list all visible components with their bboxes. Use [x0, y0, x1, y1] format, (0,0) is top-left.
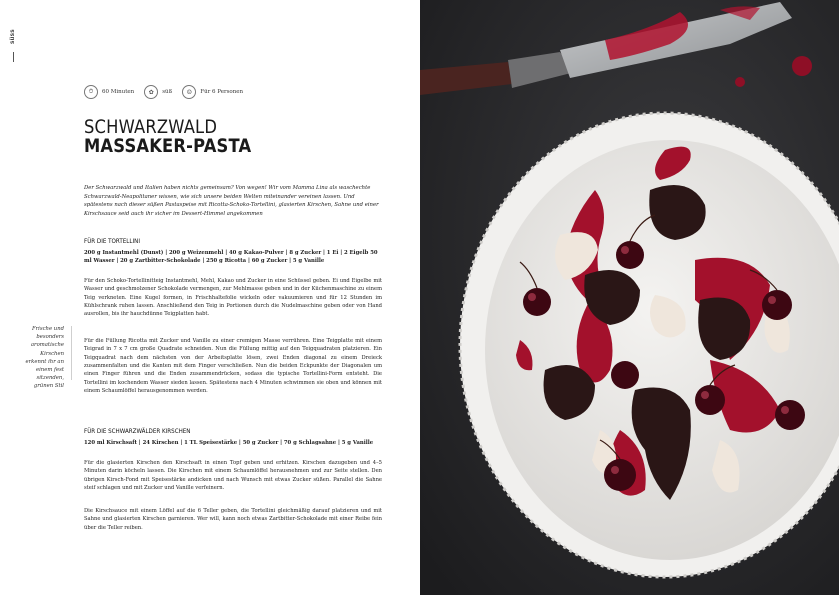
kirschen-step-2: Die Kirschsauce mit einem Löffel auf die 6 Teller geben, die Tortellini gleichmäßig darauf platzieren und mit Sahne und glasierten Kirschen garnieren. Wer will, kann noch etwas Zartbitter-Schokolade mit einer Reibe fein über die Teller reiben. [84, 508, 382, 531]
meta-duration [84, 85, 134, 99]
tortellini-step-2: Für die Füllung Ricotta mit Zucker und Vanille zu einer cremigen Masse verrühren. Eine Teigplatte mit einem Teigrad in 7 x 7 cm große Quadrate schneiden. Nun die Füllung mittig auf den Teigquadraten platzieren. Ein Teigquadrat nach dem nächsten von der Arbeitsplatte lösen, zwei Enden diagonal zu einem Dreieck zusammenfalten und die Kanten mit dem Finger verschließen. Nun die beiden Eckpunkte der Diagonalen um einen Finger führen und die Enden zusammendrücken, sodass die typische Tortellini-Form entsteht. Die Tortellini im kochendem Wasser sieden lassen. Spätestens nach 4 Minuten schwimmen sie oben und können mit einem Schaumlöffel herausgenommen werden. [84, 338, 382, 394]
meta-servings-text: Für 6 Personen [200, 89, 244, 95]
kirschen-heading: FÜR DIE SCHWARZWÄLDER KIRSCHEN [84, 428, 191, 435]
sauce-splash [792, 56, 812, 76]
dish-photo-illustration [420, 0, 839, 595]
tortellini-ingredients: 200 g Instantmehl (Dunst) | 200 g Weizenmehl | 40 g Kakao-Pulver | 8 g Zucker | 1 Ei | 2 Eigelb 50 ml Wasser | 20 g Zartbitter-Schokolade | 250 g Ricotta | 60 g Zucker | 5 g Vanille [84, 250, 378, 265]
meta-taste-text: süß [162, 89, 173, 95]
meta-duration-text: 60 Minuten [102, 89, 135, 95]
servings-icon: ☺ [182, 85, 196, 99]
kirschen-step-1: Für die glasierten Kirschen den Kirschsaft in einen Topf geben und erhitzen. Kirschen dazugeben und 4–5 Minuten darin köcheln lassen. Die Kirschen mit einem Schaumlöffel herausnehmen und zur Seite stellen. Den übrigen Kirsch-Fond mit Speisestärke andicken und nach Wunsch mit etwas Zucker süßen. Parallel die Sahne steif schlagen und mit Zucker und Vanille verfeinern. [84, 460, 382, 491]
title-line-2: MASSAKER-PASTA [84, 135, 252, 158]
kirschen-ingredients: 120 ml Kirschsaft | 24 Kirschen | 1 TL Speisestärke | 50 g Zucker | 70 g Schlagsahne | 5 g Vanille [84, 440, 374, 446]
recipe-intro: Der Schwarzwald und Italien haben nichts gemeinsam? Von wegen! Wir vom Mamma Lina als waschechte Schwarzwald-Neapolitaner wissen, wie sich unsere beiden Welten miteinander vereinen lassen. Und spätestens nach dieser süßen Pastaspeise mit Ricotta-Schoko-Tortellini, glasierten Kirschen, Sahne und einer Kirschsauce seid auch ihr sicher im Dessert-Himmel angekommen [84, 185, 379, 217]
tortellini-heading: FÜR DIE TORTELLINI [84, 238, 140, 245]
recipe-title [84, 118, 279, 157]
recipe-meta [84, 85, 243, 99]
meta-servings [182, 85, 243, 99]
section-divider [13, 52, 14, 62]
side-note-rule [71, 326, 72, 380]
section-label: süss [10, 29, 16, 44]
sauce-splash [735, 77, 745, 87]
dish-photo [420, 0, 839, 595]
meta-taste [144, 85, 172, 99]
title-line-1: SCHWARZWALD [84, 116, 218, 138]
side-note: Frische und besonders aromatische Kirschen erkennt ihr an einem fest sitzenden, grünen Stil [25, 326, 64, 390]
clock-icon: ⏱ [84, 85, 98, 99]
tortellini-step-1: Für den Schoko-Tortellinitteig Instantmehl, Mehl, Kakao und Zucker in eine Schüssel geben. Ei und Eigelbe mit Wasser und geschmolzener Schokolade vermengen, zur Mehlmasse geben und in der Küchenmaschine zu einem Teig verkneten. Eine Kugel formen, in Frischhaltefolie wickeln oder vakuumieren und für 12 Stunden im Kühlschrank ruhen lassen. Anschließend den Teig in Portionen durch die Nudelmaschine geben oder von Hand ausrollen, bis ihr hauchdünne Teigplatten habt. [84, 278, 382, 318]
sweet-icon: ✿ [144, 85, 158, 99]
